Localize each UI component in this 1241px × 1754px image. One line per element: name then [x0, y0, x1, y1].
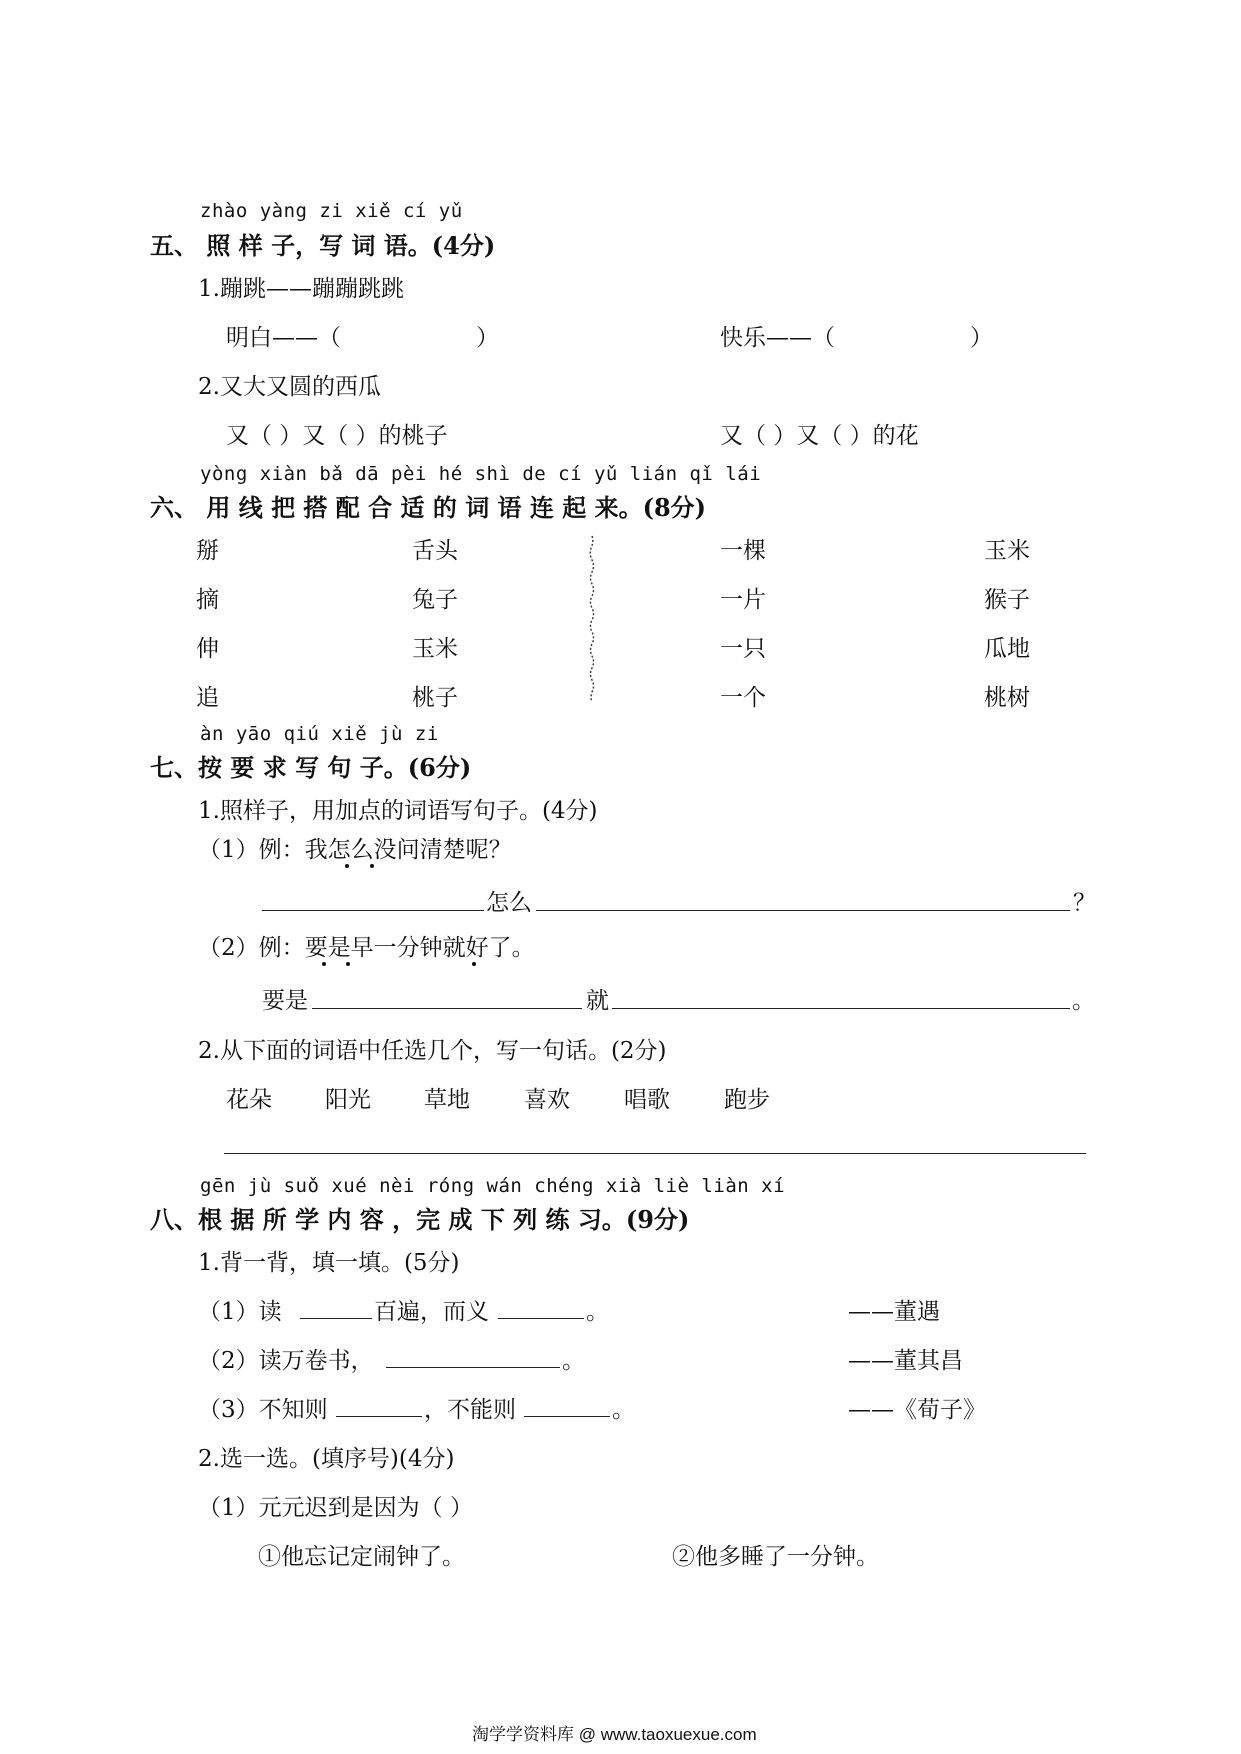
emphasis-dot: [370, 864, 374, 868]
s6-left2-1: 兔子: [412, 587, 458, 613]
s8-r1-b: 百遍，而义: [374, 1299, 489, 1325]
s5-a2: 快乐——（: [720, 325, 835, 351]
answer-blank[interactable]: [612, 1008, 1070, 1009]
s7-word-5: 跑步: [724, 1087, 770, 1113]
s8-opt2[interactable]: ②他多睡了一分钟。: [672, 1544, 879, 1570]
s5-q1: 1.蹦跳——蹦蹦跳跳: [198, 276, 404, 302]
s6-right1-0: 一棵: [720, 538, 766, 564]
s7-ex1-end: ？: [1073, 890, 1096, 916]
s6-right2-0: 玉米: [984, 538, 1030, 564]
s7-ex1-mid: 怎么: [486, 890, 532, 916]
answer-blank[interactable]: [386, 1367, 560, 1368]
s5-pinyin: zhào yàng zi xiě cí yǔ: [200, 200, 463, 222]
s8-q1: 1.背一背，填一填。(5分): [198, 1250, 460, 1276]
answer-blank[interactable]: [262, 910, 484, 911]
answer-blank[interactable]: [536, 910, 1070, 911]
s7-ex2: （2）例：要是早一分钟就好了。: [198, 935, 535, 961]
s8-r3-src: ——《荀子》: [848, 1397, 986, 1423]
s5-b2: 又（ ）又（ ）的花: [720, 423, 919, 449]
s6-heading: 六、 用 线 把 搭 配 合 适 的 词 语 连 起 来。(8分): [150, 493, 707, 522]
emphasis-dot: [345, 864, 349, 868]
s5-a1: 明白——（: [226, 325, 341, 351]
s5-a1-close: ）: [476, 325, 499, 351]
s6-right2-3: 桃树: [984, 685, 1030, 711]
s8-pinyin: gēn jù suǒ xué nèi róng wán chéng xià liè liàn xí: [200, 1175, 786, 1197]
s6-left2-3: 桃子: [412, 685, 458, 711]
answer-blank[interactable]: [498, 1318, 584, 1319]
s8-c1: （1）元元迟到是因为（ ）: [198, 1495, 473, 1521]
s8-heading: 八、根 据 所 学 内 容 ，完 成 下 列 练 习。(9分): [150, 1205, 690, 1234]
s8-r1-src: ——董遇: [848, 1299, 940, 1325]
s8-r1-c: 。: [586, 1299, 609, 1325]
s7-word-4: 唱歌: [624, 1087, 670, 1113]
s8-r2-c: 。: [562, 1348, 585, 1374]
s7-q2: 2.从下面的词语中任选几个，写一句话。(2分): [198, 1038, 667, 1064]
s7-ex2-mid: 就: [586, 988, 609, 1014]
s8-r2-a: （2）读万卷书，: [198, 1348, 374, 1374]
s6-right1-3: 一个: [720, 685, 766, 711]
s7-word-0: 花朵: [226, 1087, 272, 1113]
answer-blank[interactable]: [524, 1416, 610, 1417]
s7-word-2: 草地: [424, 1087, 470, 1113]
s5-a2-close: ）: [970, 325, 993, 351]
s6-right1-2: 一只: [720, 636, 766, 662]
s7-pinyin: àn yāo qiú xiě jù zi: [200, 723, 439, 745]
s6-right2-1: 猴子: [984, 587, 1030, 613]
dotted-divider: [588, 534, 596, 704]
answer-blank[interactable]: [312, 1008, 582, 1009]
s8-r2-src: ——董其昌: [848, 1348, 963, 1374]
s6-left2-2: 玉米: [412, 636, 458, 662]
s6-left1-0: 掰: [196, 538, 219, 564]
s6-left1-1: 摘: [196, 587, 219, 613]
s8-r3-b: ，不能则: [424, 1397, 516, 1423]
s5-q2: 2.又大又圆的西瓜: [198, 374, 381, 400]
s8-r3-a: （3）不知则: [198, 1397, 328, 1423]
emphasis-dot: [472, 962, 476, 966]
s6-pinyin: yòng xiàn bǎ dā pèi hé shì de cí yǔ lián qǐ lái: [200, 463, 762, 485]
s5-b1: 又（ ）又（ ）的桃子: [226, 423, 448, 449]
s6-right2-2: 瓜地: [984, 636, 1030, 662]
answer-blank[interactable]: [336, 1416, 422, 1417]
s8-opt1[interactable]: ①他忘记定闹钟了。: [258, 1544, 465, 1570]
sentence-answer-line[interactable]: [224, 1153, 1086, 1154]
s6-right1-1: 一片: [720, 587, 766, 613]
s8-r3-c: 。: [612, 1397, 635, 1423]
answer-blank[interactable]: [300, 1318, 372, 1319]
s7-ex2-end: 。: [1072, 988, 1095, 1014]
footer-source: 淘学学资料库 @ www.taoxuexue.com: [472, 1725, 757, 1744]
s7-ex2-start: 要是: [262, 988, 308, 1014]
emphasis-dot: [322, 962, 326, 966]
s7-heading: 七、按 要 求 写 句 子。(6分): [150, 753, 472, 782]
s6-left1-3: 追: [196, 685, 219, 711]
s7-word-3: 喜欢: [524, 1087, 570, 1113]
s7-q1: 1.照样子，用加点的词语写句子。(4分): [198, 798, 598, 824]
emphasis-dot: [346, 962, 350, 966]
s7-word-1: 阳光: [325, 1087, 371, 1113]
s5-heading: 五、 照 样 子，写 词 语。(4分): [150, 231, 496, 260]
s6-left1-2: 伸: [196, 636, 219, 662]
s8-q2: 2.选一选。(填序号)(4分): [198, 1446, 455, 1472]
s8-r1-a: （1）读: [198, 1299, 282, 1325]
s6-left2-0: 舌头: [412, 538, 458, 564]
s7-ex1: （1）例：我怎么没问清楚呢？: [198, 837, 512, 863]
